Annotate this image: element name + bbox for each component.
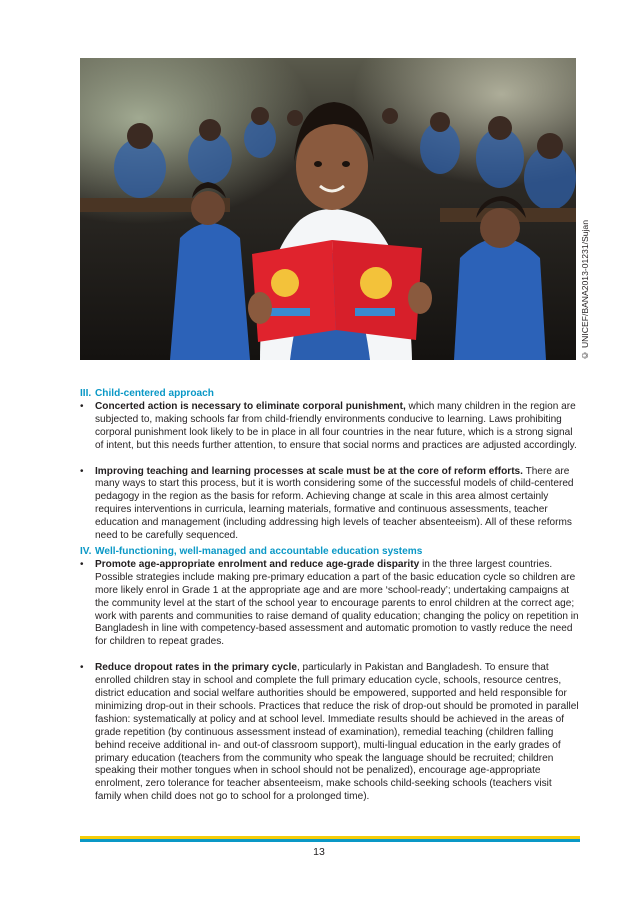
bullet-icon: • [80,465,84,477]
list-item [80,466,580,543]
list-item-body: , particularly in Pakistan and Bangladesh. To ensure that enrolled children stay in school and complete the full primary education cycle, schools, resource centres, district education and social welfare authorities should be empowered, supported and held responsible for minimizing drop-out in their schools. Practices that reduce the risk of drop-out should be promoted in parallel fashion: systematically at policy and at school level. Immediate results should be achieved in the areas of grade repetition (by continuous assessment instead of examination), remedial teaching (children falling behind receive additional in- and out-of classroom support), multi-lingual education in the early grades of primary education (teachers from the community who speak the language should be recruited; children speaking their mother tongues when in school should not be penalized), encourage age-appropriate enrolment, zero tolerance for teacher absenteeism, make schools child-seeking schools (teachers visit family when child does not go to school for a prolonged time). [95,662,579,803]
list-item [80,559,580,649]
classroom-photo-illustration [80,58,576,360]
photo-credit [578,58,592,360]
list-item-lead: Promote age-appropriate enrolment and reduce age-grade disparity [95,558,420,570]
list-item-text [95,466,580,543]
section-title: Child-centered approach [95,388,214,399]
list-item-text [95,401,580,453]
section-heading [80,546,580,559]
list-item-text [95,662,580,804]
bullet-icon: • [80,558,84,570]
list-item-body: There are many ways to start this process, but it is worth considering some of the successful models of child-centered pedagogy in the region as the basis for reform. Achieving change at scale in this area almost certainly requires interventions in curricula, learning materials, formative and continuous assessments, teacher education and management (including addressing high levels of teacher absenteeism). All of these reforms need to be carefully sequenced. [95,465,574,542]
list-item-text [95,559,580,649]
photo-credit-text: © UNICEF/BANA2013-01231/Sujan [580,219,590,360]
section-number: III. [80,388,92,399]
page-number: 13 [313,846,325,858]
list-item [80,662,580,804]
bullet-icon: • [80,662,84,674]
list-item [80,401,580,453]
section-heading [80,388,580,401]
list-item-lead: Improving teaching and learning processes at scale must be at the core of reform efforts. [95,465,523,477]
footer-rule-blue [80,839,580,842]
list-item-body: in the three largest countries. Possible strategies include making pre-primary education a part of the basic education cycle so children are more likely enrol in Grade 1 at the appropriate age and are more ‘school-ready’; undertaking campaigns at the community level at the start of the school year to encourage parents to enrol children at the correct age; work with parents and communities to raise demand of quality education; changing the policy on repetition in Bangladesh in line with competency-based assessment and automatic promotion to vastly reduce the need for children to repeat grades. [95,558,579,648]
list-item-body: which many children in the region are subjected to, making schools far from child-friendly environments conducive to learning. Laws prohibiting corporal punishment look likely to be in place in all four countries in the near future, which is a strong signal of intent, but this needs further attention, to ensure that social norms and practices are adjusted accordingly. [95,400,577,451]
bullet-icon: • [80,400,84,412]
list-item-lead: Reduce dropout rates in the primary cycle [95,662,297,674]
section-title: Well-functioning, well-managed and accountable education systems [95,545,423,557]
classroom-photo [80,58,576,360]
body-content [80,388,580,804]
section-number: IV. [80,545,92,557]
list-item-lead: Concerted action is necessary to eliminate corporal punishment, [95,400,406,412]
